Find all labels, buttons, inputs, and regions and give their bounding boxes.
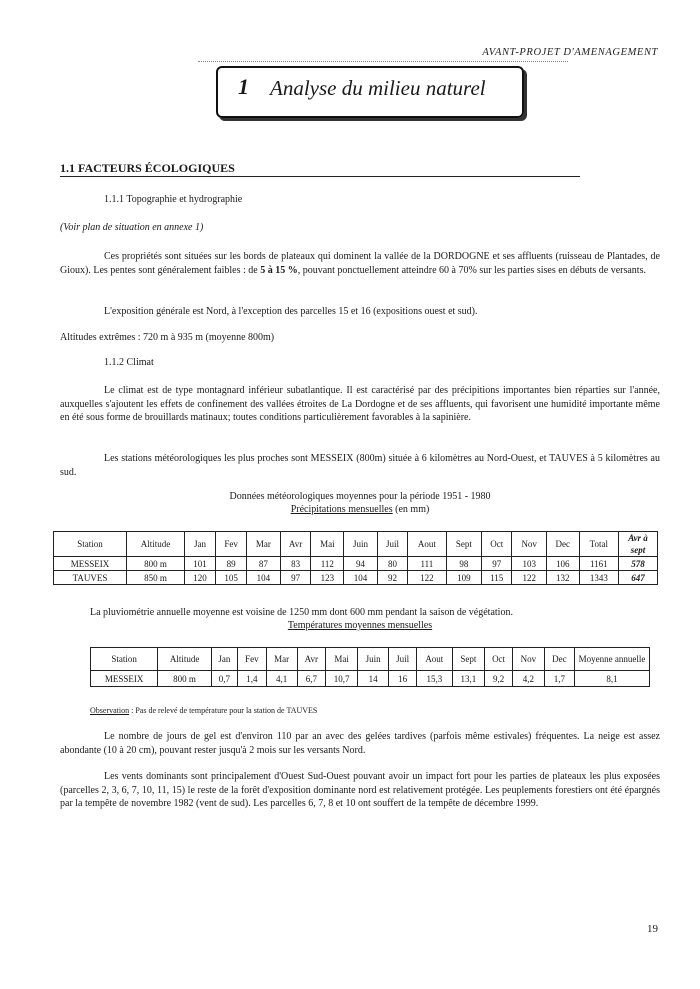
reference-note: (Voir plan de situation en annexe 1): [60, 222, 204, 233]
header-cell: Juin: [344, 532, 378, 557]
chapter-title-box: [216, 66, 524, 118]
table-cell: 4,2: [513, 671, 545, 687]
table-cell: 80: [377, 557, 407, 571]
table-row: [54, 557, 658, 571]
chapter-title: Analyse du milieu naturel: [270, 76, 486, 100]
paragraph-climat: Le climat est de type montagnard inférieur subatlantique. Il est caractérisé par des précipitions importantes bien réparties sur l'année, auxquelles s'ajoutent les effets de confinement des vallées étroites de La Dordogne et de ses affluents, qui favorisent une humidité importante même en été sous forme de brouillards matinaux; toutes conditions particulièrement favorables à la sapinière.: [60, 385, 660, 424]
table-cell: 105: [216, 571, 247, 585]
table-cell: 578: [619, 557, 658, 571]
table-row: [54, 571, 658, 585]
header-cell: Mai: [311, 532, 344, 557]
header-cell: Avr à sept: [619, 532, 658, 557]
subsection-title-topographie: 1.1.1 Topographie et hydrographie: [104, 194, 243, 205]
table-cell: 120: [184, 571, 215, 585]
table-cell: 101: [184, 557, 215, 571]
header-cell: Sept: [452, 648, 485, 671]
table-cell: 109: [446, 571, 481, 585]
section-rule: [60, 176, 580, 177]
header-cell: Juil: [377, 532, 407, 557]
table-cell: 1343: [579, 571, 618, 585]
observation-note: [90, 706, 317, 715]
table-cell: 122: [408, 571, 447, 585]
table-cell: 97: [280, 571, 311, 585]
table2-caption: Températures moyennes mensuelles: [287, 620, 433, 631]
table-cell: MESSEIX: [54, 557, 127, 571]
table-cell: 94: [344, 557, 378, 571]
header-cell: Dec: [544, 648, 574, 671]
header-rule: [198, 61, 568, 62]
table-cell: 83: [280, 557, 311, 571]
table1-caption: Données météorologiques moyennes pour la période 1951 - 1980: [229, 491, 491, 502]
header-cell: Aout: [417, 648, 453, 671]
header-cell: Mai: [326, 648, 358, 671]
paragraph-vents: Les vents dominants sont principalement d'Ouest Sud-Ouest pouvant avoir un impact fort pour les parties de plateaux les plus exposées (parcelles 2, 3, 6, 7, 10, 11, 15) le reste de la forêt d'exposition dominante nord est relativement protégée. Les peuplements forestiers ont été épargnés par la tempête de novembre 1982 (vent de sud). Les parcelles 6, 7, 8 et 10 ont souffert de la tempête de décembre 1999.: [60, 771, 660, 810]
table-cell: 9,2: [485, 671, 513, 687]
header-cell: Nov: [512, 532, 546, 557]
table-cell: 647: [619, 571, 658, 585]
paragraph-topographie-a: Ces propriétés sont situées sur les bords de plateaux qui dominent la vallée de la DORDOGNE et ses affluents (ruisseau de Plantades, de Gioux). Les pentes sont généralement faibles : de: [60, 251, 660, 276]
precipitation-table: [53, 531, 658, 585]
table-row: [91, 671, 650, 687]
table-cell: 1,7: [544, 671, 574, 687]
table-cell: 112: [311, 557, 344, 571]
table-cell: 1,4: [238, 671, 267, 687]
header-cell: Oct: [481, 532, 512, 557]
table-cell: 10,7: [326, 671, 358, 687]
observation-label: Observation: [90, 706, 130, 715]
table-cell: 87: [247, 557, 281, 571]
table-cell: 14: [358, 671, 389, 687]
table1-subcaption: [60, 504, 660, 515]
table-header-row: [54, 532, 658, 557]
header-cell: Station: [54, 532, 127, 557]
chapter-number: 1: [238, 74, 249, 99]
header-cell: Nov: [513, 648, 545, 671]
paragraph-pluviometrie: La pluviométrie annuelle moyenne est voisine de 1250 mm dont 600 mm pendant la saison de végétation.: [90, 607, 513, 618]
table-cell: 8,1: [575, 671, 650, 687]
header-cell: Mar: [266, 648, 297, 671]
table-cell: TAUVES: [54, 571, 127, 585]
table-cell: 850 m: [127, 571, 185, 585]
header-cell: Jan: [184, 532, 215, 557]
table-cell: MESSEIX: [91, 671, 158, 687]
header-cell: Aout: [408, 532, 447, 557]
table-cell: 92: [377, 571, 407, 585]
paragraph-topographie-b: , pouvant ponctuellement atteindre 60 à 70% sur les parties sises en débuts de versants.: [297, 264, 646, 276]
observation-text: : Pas de relevé de température pour la station de TAUVES: [129, 706, 318, 715]
header-cell: Total: [579, 532, 618, 557]
table-cell: 13,1: [452, 671, 485, 687]
slope-range: 5 à 15 %: [260, 264, 298, 276]
table-cell: 123: [311, 571, 344, 585]
paragraph-gel: Le nombre de jours de gel est d'environ 110 par an avec des gelées tardives (parfois même estivales) fréquentes. La neige est assez abondante (10 à 20 cm), pouvant rester jusqu'à 2 mois sur les versants Nord.: [60, 731, 660, 756]
table-cell: 98: [446, 557, 481, 571]
table-cell: 111: [408, 557, 447, 571]
table-cell: 800 m: [158, 671, 211, 687]
table-cell: 104: [247, 571, 281, 585]
page-number: 19: [647, 923, 658, 935]
table-cell: 4,1: [266, 671, 297, 687]
table-cell: 106: [546, 557, 579, 571]
header-cell: Avr: [297, 648, 325, 671]
subsection-title-climat: 1.1.2 Climat: [104, 357, 154, 368]
header-cell: Jan: [211, 648, 237, 671]
header-cell: Fev: [216, 532, 247, 557]
table-cell: 104: [344, 571, 378, 585]
temperature-table: [90, 647, 650, 687]
table-cell: 16: [389, 671, 417, 687]
header-cell: Moyenne annuelle: [575, 648, 650, 671]
header-cell: Sept: [446, 532, 481, 557]
table-cell: 1161: [579, 557, 618, 571]
table1-subcaption-title: Précipitations mensuelles: [290, 504, 393, 515]
header-cell: Mar: [247, 532, 281, 557]
header-cell: Dec: [546, 532, 579, 557]
header-cell: Altitude: [127, 532, 185, 557]
table-cell: 800 m: [127, 557, 185, 571]
header-cell: Oct: [485, 648, 513, 671]
table-cell: 115: [481, 571, 512, 585]
table-cell: 0,7: [211, 671, 237, 687]
paragraph-stations: Les stations météorologiques les plus proches sont MESSEIX (800m) située à 6 kilomètres au Nord-Ouest, et TAUVES à 5 kilomètres au sud.: [60, 453, 660, 478]
table-cell: 89: [216, 557, 247, 571]
paragraph-topographie: [60, 250, 660, 277]
table-cell: 6,7: [297, 671, 325, 687]
table-cell: 15,3: [417, 671, 453, 687]
header-cell: Juil: [389, 648, 417, 671]
table1-subcaption-unit: (en mm): [392, 504, 430, 515]
header-cell: Avr: [280, 532, 311, 557]
table-cell: 103: [512, 557, 546, 571]
table-cell: 132: [546, 571, 579, 585]
section-title: 1.1 FACTEURS ÉCOLOGIQUES: [60, 161, 235, 175]
running-header: AVANT-PROJET D'AMENAGEMENT: [482, 47, 658, 58]
table-cell: 122: [512, 571, 546, 585]
paragraph-altitudes: Altitudes extrêmes : 720 m à 935 m (moyenne 800m): [60, 332, 275, 343]
paragraph-exposition: L'exposition générale est Nord, à l'exception des parcelles 15 et 16 (expositions ouest et sud).: [104, 306, 478, 317]
header-cell: Station: [91, 648, 158, 671]
table-cell: 97: [481, 557, 512, 571]
header-cell: Juin: [358, 648, 389, 671]
header-cell: Altitude: [158, 648, 211, 671]
header-cell: Fev: [238, 648, 267, 671]
table-header-row: [91, 648, 650, 671]
